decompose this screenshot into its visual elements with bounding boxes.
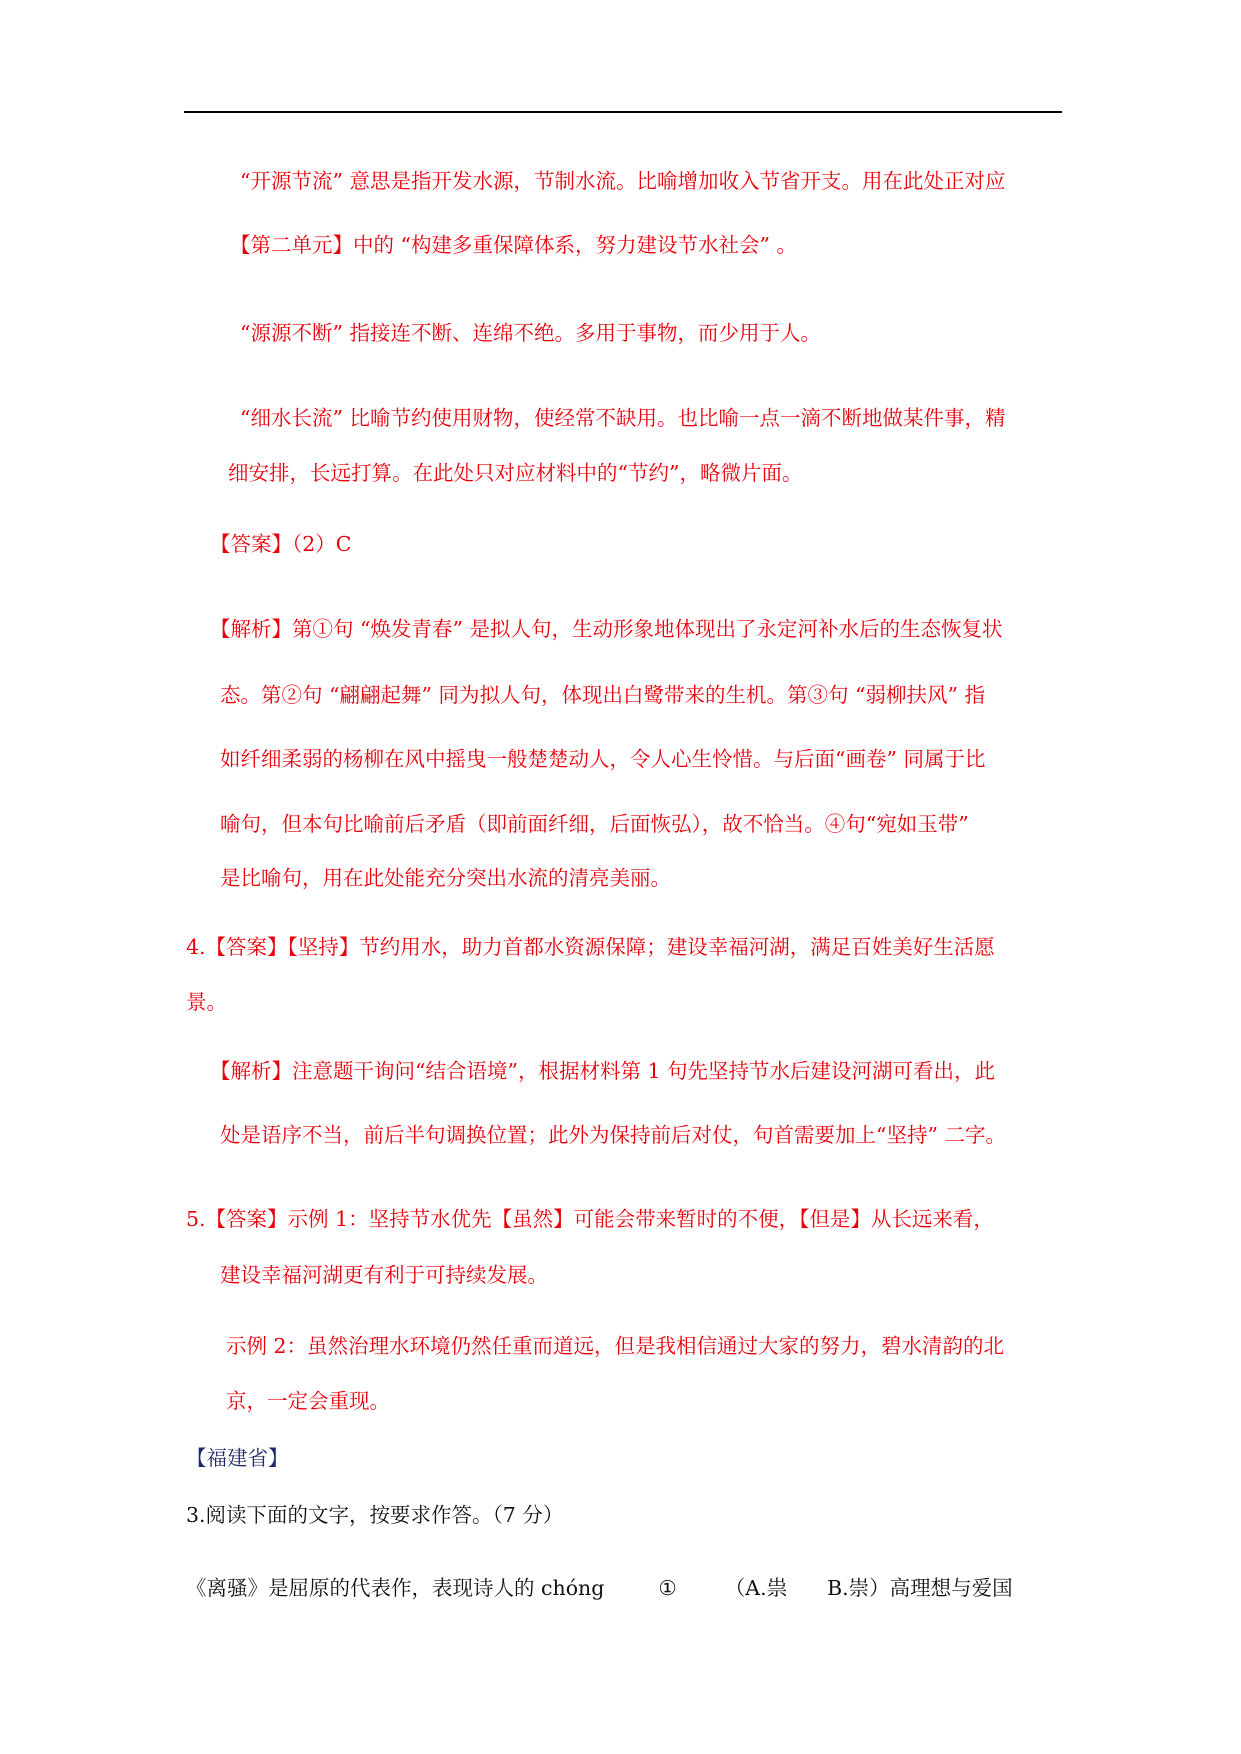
text-line: 示例 2：虽然治理水环境仍然任重而道远，但是我相信通过大家的努力，碧水清韵的北 — [226, 1334, 1005, 1358]
option-b: B.崇）高理想与爱国 — [827, 1576, 1013, 1600]
text-line: “开源节流” 意思是指开发水源，节制水流。比喻增加收入节省开支。用在此处正对应 — [240, 169, 1006, 193]
answer-5-line: 5.【答案】示例 1：坚持节水优先【虽然】可能会带来暂时的不便，【但是】从长远来看， — [186, 1207, 994, 1231]
answer-heading: 【答案】（2）C — [210, 532, 352, 556]
question-3-title: 3.阅读下面的文字，按要求作答。（7 分） — [186, 1503, 564, 1527]
text-line: “源源不断” 指接连不断、连绵不绝。多用于事物，而少用于人。 — [240, 321, 821, 345]
text-line: 【解析】注意题干询问“结合语境”，根据材料第 1 句先坚持节水后建设河湖可看出，此 — [210, 1059, 996, 1083]
option-a: （A.祟 — [724, 1576, 788, 1600]
blank-mark: ① — [658, 1576, 677, 1600]
text-line: 京，一定会重现。 — [226, 1389, 390, 1413]
text-line: 喻句，但本句比喻前后矛盾（即前面纤细，后面恢弘），故不恰当。④句“宛如玉带” — [220, 812, 969, 836]
question-3-text-start: 《离骚》是屈原的代表作，表现诗人的 chóng — [186, 1576, 605, 1600]
text-line: “细水长流” 比喻节约使用财物，使经常不缺用。也比喻一点一滴不断地做某件事，精 — [240, 406, 1006, 430]
text-line: 是比喻句，用在此处能充分突出水流的清亮美丽。 — [220, 866, 671, 890]
text-line: 【解析】第①句 “焕发青春” 是拟人句，生动形象地体现出了永定河补水后的生态恢复状 — [210, 617, 1003, 641]
text-line: 【第二单元】中的 “构建多重保障体系，努力建设节水社会” 。 — [230, 233, 797, 257]
question-3-text — [186, 1575, 1013, 1601]
header-rule — [184, 111, 1062, 113]
answer-4-line: 4.【答案】【坚持】节约用水，助力首都水资源保障；建设幸福河湖，满足百姓美好生活愿 — [186, 935, 995, 959]
section-heading-fujian: 【福建省】 — [186, 1446, 289, 1470]
text-line: 建设幸福河湖更有利于可持续发展。 — [220, 1263, 548, 1287]
text-line: 态。第②句 “翩翩起舞” 同为拟人句，体现出白鹭带来的生机。第③句 “弱柳扶风” 指 — [220, 683, 985, 707]
text-line: 如纤细柔弱的杨柳在风中摇曳一般楚楚动人，令人心生怜惜。与后面“画卷” 同属于比 — [220, 747, 986, 771]
text-line: 处是语序不当，前后半句调换位置；此外为保持前后对仗，句首需要加上“坚持” 二字。 — [220, 1123, 1006, 1147]
text-line: 景。 — [186, 990, 227, 1014]
text-line: 细安排，长远打算。在此处只对应材料中的“节约”，略微片面。 — [228, 461, 803, 485]
